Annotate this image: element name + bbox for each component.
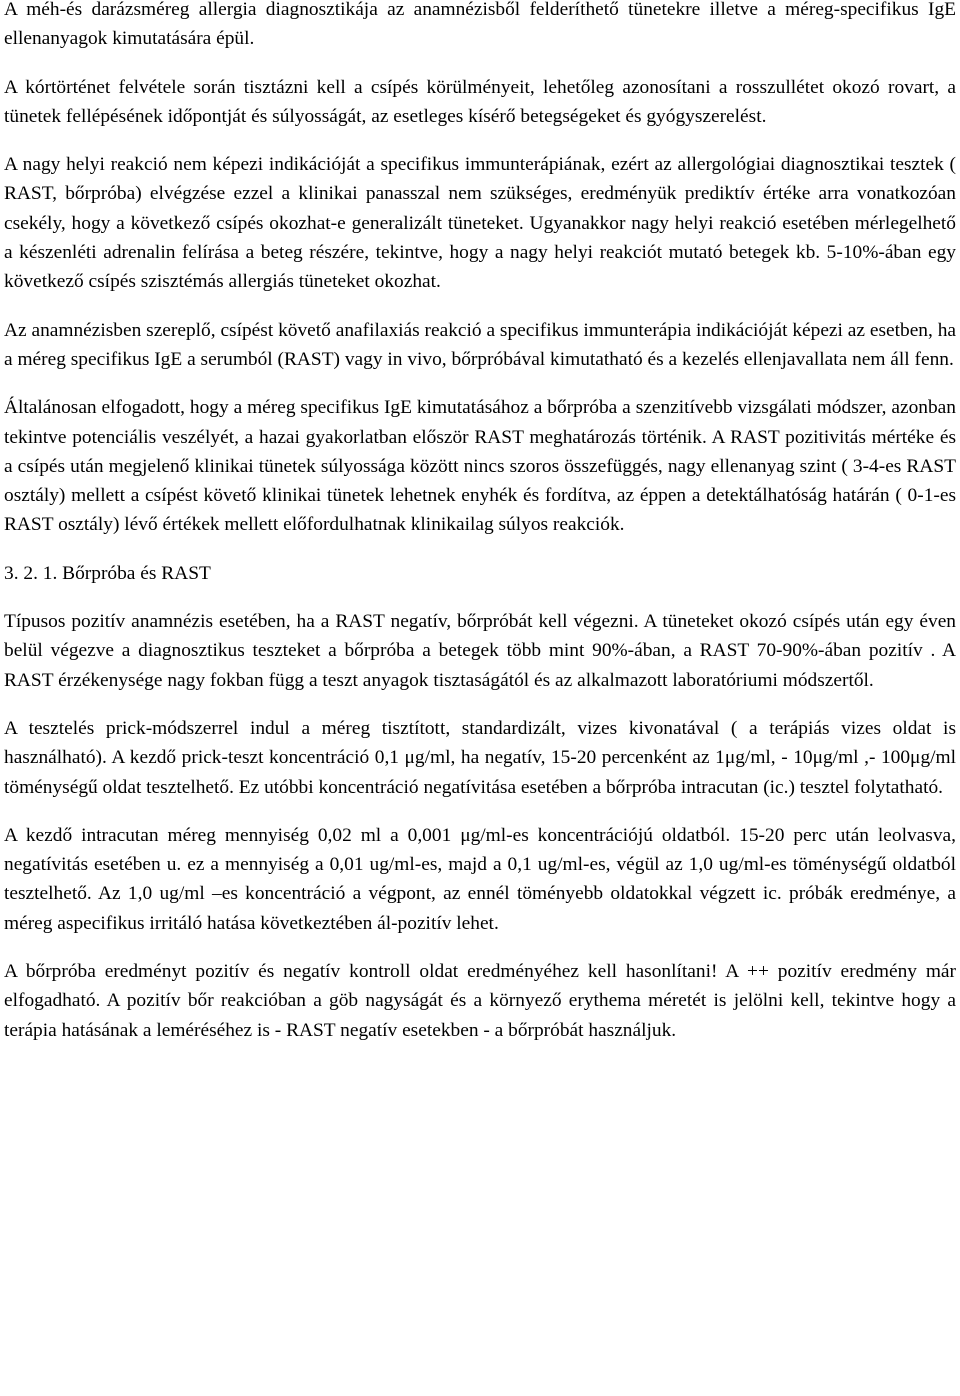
paragraph-local-reaction: A nagy helyi reakció nem képezi indikációját a specifikus immunterápiának, ezért az allergológiai diagnosztikai tesztek ( RAST, bőrpróba) elvégzése ezzel a klinikai panasszal nem szükséges, eredményük prediktív értéke arra vonatkozóan csekély, hogy a következő csípés okozhat-e generalizált tüneteket. Ugyanakkor nagy helyi reakció esetében mérlegelhető a készenléti adrenalin felírása a beteg részére, tekintve, hogy a nagy helyi reakciót mutató betegek kb. 5-10%-ában egy következő csípés szisztémás allergiás tüneteket okozhat. <box>4 154 956 293</box>
paragraph-prick-test: A tesztelés prick-módszerrel indul a méreg tisztított, standardizált, vizes kivonatával ( a terápiás vizes oldat is használható). A kezdő prick-teszt koncentráció 0,1 μg/ml, ha negatív, 15-20 percenként az 1μg/ml, - 10μg/ml ,- 100μg/ml töménységű oldat tesztelhető. Ez utóbbi koncentráció negatívitása esetében a bőrpróba intracutan (ic.) tesztel folytatható. <box>4 717 956 798</box>
paragraph-controls: A bőrpróba eredményt pozitív és negatív kontroll oldat eredményéhez kell hasonlítani! A ++ pozitív eredmény már elfogadható. A pozitív bőr reakcióban a göb nagyságát és a környező erythema méretét is jelölni kell, tekintve hogy a terápia hatásának a leméréséhez is - RAST negatív esetekben - a bőrpróbát használjuk. <box>4 961 956 1041</box>
paragraph-skin-test-sensitivity: Általánosan elfogadott, hogy a méreg specifikus IgE kimutatásához a bőrpróba a szenzitívebb vizsgálati módszer, azonban tekintve potenciális veszélyét, a hazai gyakorlatban először RAST meghatározás történik. A RAST pozitivitás mértéke és a csípés után megjelenő klinikai tünetek súlyossága között nincs szoros összefüggés, nagy ellenanyag szint ( 3-4-es RAST osztály) mellett a csípést követő klinikai tünetek lehetnek enyhék és fordítva, az éppen a detektálhatóság határán ( 0-1-es RAST osztály) lévő értékek mellett előfordulhatnak klinikailag súlyos reakciók. <box>4 397 956 536</box>
section-heading: 3. 2. 1. Bőrpróba és RAST <box>4 562 211 584</box>
paragraph-intro: A méh-és darázsméreg allergia diagnosztikája az anamnézisből felderíthető tünetekre illetve a méreg-specifikus IgE ellenanyagok kimutatására épül. <box>4 0 956 50</box>
paragraph-intracutan: A kezdő intracutan méreg mennyiség 0,02 ml a 0,001 μg/ml-es koncentrációjú oldatból. 15-20 perc után leolvasva, negatívitás esetében u. ez a mennyiség a 0,01 ug/ml-es, majd a 0,1 ug/ml-es, végül az 1,0 ug/ml-es töménységű oldatból tesztelhető. Az 1,0 ug/ml –es koncentráció a végpont, az ennél töményebb oldatokkal végzett ic. próbák eredménye, a méreg aspecifikus irritáló hatása következtében ál-pozitív lehet. <box>4 824 956 934</box>
paragraph-history: A kórtörténet felvétele során tisztázni kell a csípés körülményeit, lehetőleg azonosítani a rosszullétet okozó rovart, a tünetek fellépésének időpontját és súlyosságát, az esetleges kísérő betegségeket és gyógyszerelést. <box>4 76 956 127</box>
paragraph-anaphylaxis: Az anamnézisben szereplő, csípést követő anafilaxiás reakció a specifikus immunterápia indikációját képezi az esetben, ha a méreg specifikus IgE a serumból (RAST) vagy in vivo, bőrpróbával kimutatható és a kezelés ellenjavallata nem áll fenn. <box>4 319 956 370</box>
paragraph-typical-anamnesis: Típusos pozitív anamnézis esetében, ha a RAST negatív, bőrpróbát kell végezni. A tüneteket okozó csípés után egy éven belül végezve a diagnosztikus teszteket a bőrpróba a betegek több mint 90%-ában, a RAST 70-90%-ában pozitív . A RAST érzékenysége nagy fokban függ a teszt anyagok tisztaságától és az alkalmazott laboratóriumi módszertől. <box>4 611 956 691</box>
